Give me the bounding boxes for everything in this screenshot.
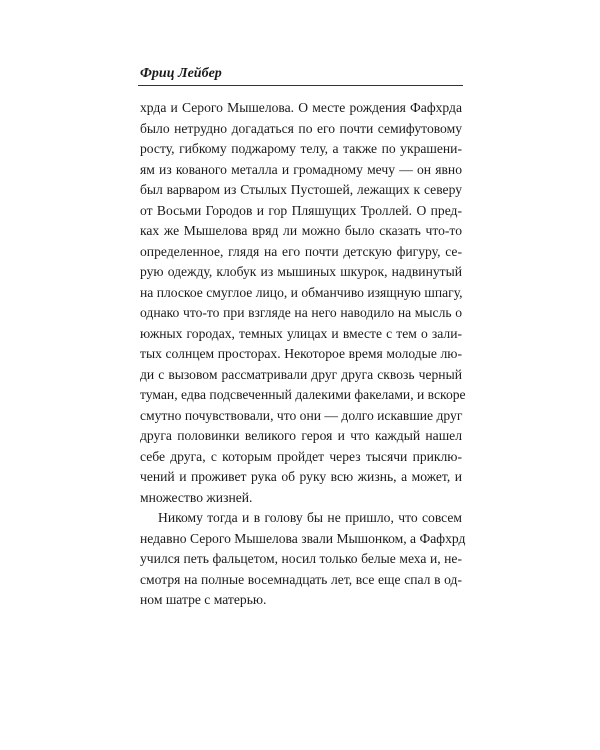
text-line: на плоское смуглое лицо, и обманчиво изящную шпагу, <box>140 284 463 300</box>
running-head-author: Фриц Лейбер <box>140 66 222 81</box>
text-line: себе друга, с которым пройдет через тысячи приклю- <box>140 448 462 464</box>
text-line: определенное, глядя на его почти детскую фигуру, се- <box>140 243 462 259</box>
text-line: от Восьми Городов и гор Пляшущих Троллей. О пред- <box>140 202 462 218</box>
paragraph-1 <box>140 98 466 508</box>
text-line: ном шатре с матерью. <box>140 592 267 607</box>
text-line: смотря на полные восемнадцать лет, все еще спал в од- <box>140 571 462 587</box>
header-rule <box>138 85 463 86</box>
text-line: туман, едва подсвеченный далекими факелами, и вскоре <box>140 387 466 402</box>
text-line: хрда и Серого Мышелова. О месте рождения Фафхрда <box>140 100 462 115</box>
text-line: недавно Серого Мышелова звали Мышонком, а Фафхрд <box>140 530 466 546</box>
text-line: смутно почувствовали, что они — долго искавшие друг <box>140 407 463 423</box>
text-line: южных городах, темных улицах и вместе с тем о зали- <box>140 325 462 341</box>
paragraph-2 <box>140 508 466 611</box>
text-line: ям из кованого металла и громадному мечу — он явно <box>140 161 462 177</box>
text-line: однако что-то при взгляде на него наводило на мысль о <box>140 305 462 320</box>
text-line: росту, гибкому поджарому телу, а также по украшени- <box>140 141 462 156</box>
text-line: тых солнцем просторах. Некоторое время молодые лю- <box>140 346 462 361</box>
text-line: ках же Мышелова вряд ли можно было сказать что-то <box>140 223 462 238</box>
body-text <box>140 98 466 611</box>
text-line: множество жизней. <box>140 489 253 505</box>
text-line: Никому тогда и в голову бы не пришло, что совсем <box>158 510 462 525</box>
text-line: учился петь фальцетом, носил только белые меха и, не- <box>140 551 462 566</box>
text-line: был варваром из Стылых Пустошей, лежащих к северу <box>140 182 462 197</box>
text-line: было нетрудно догадаться по его почти семифутовому <box>140 120 462 136</box>
text-line: рую одежду, клобук из мышиных шкурок, надвинутый <box>140 264 462 279</box>
text-line: чений и проживет рука об руку всю жизнь, а может, и <box>140 469 462 484</box>
text-line: друга половинки великого героя и что каждый нашел <box>140 428 462 443</box>
text-line: ди с вызовом рассматривали друг друга сквозь черный <box>140 366 462 382</box>
